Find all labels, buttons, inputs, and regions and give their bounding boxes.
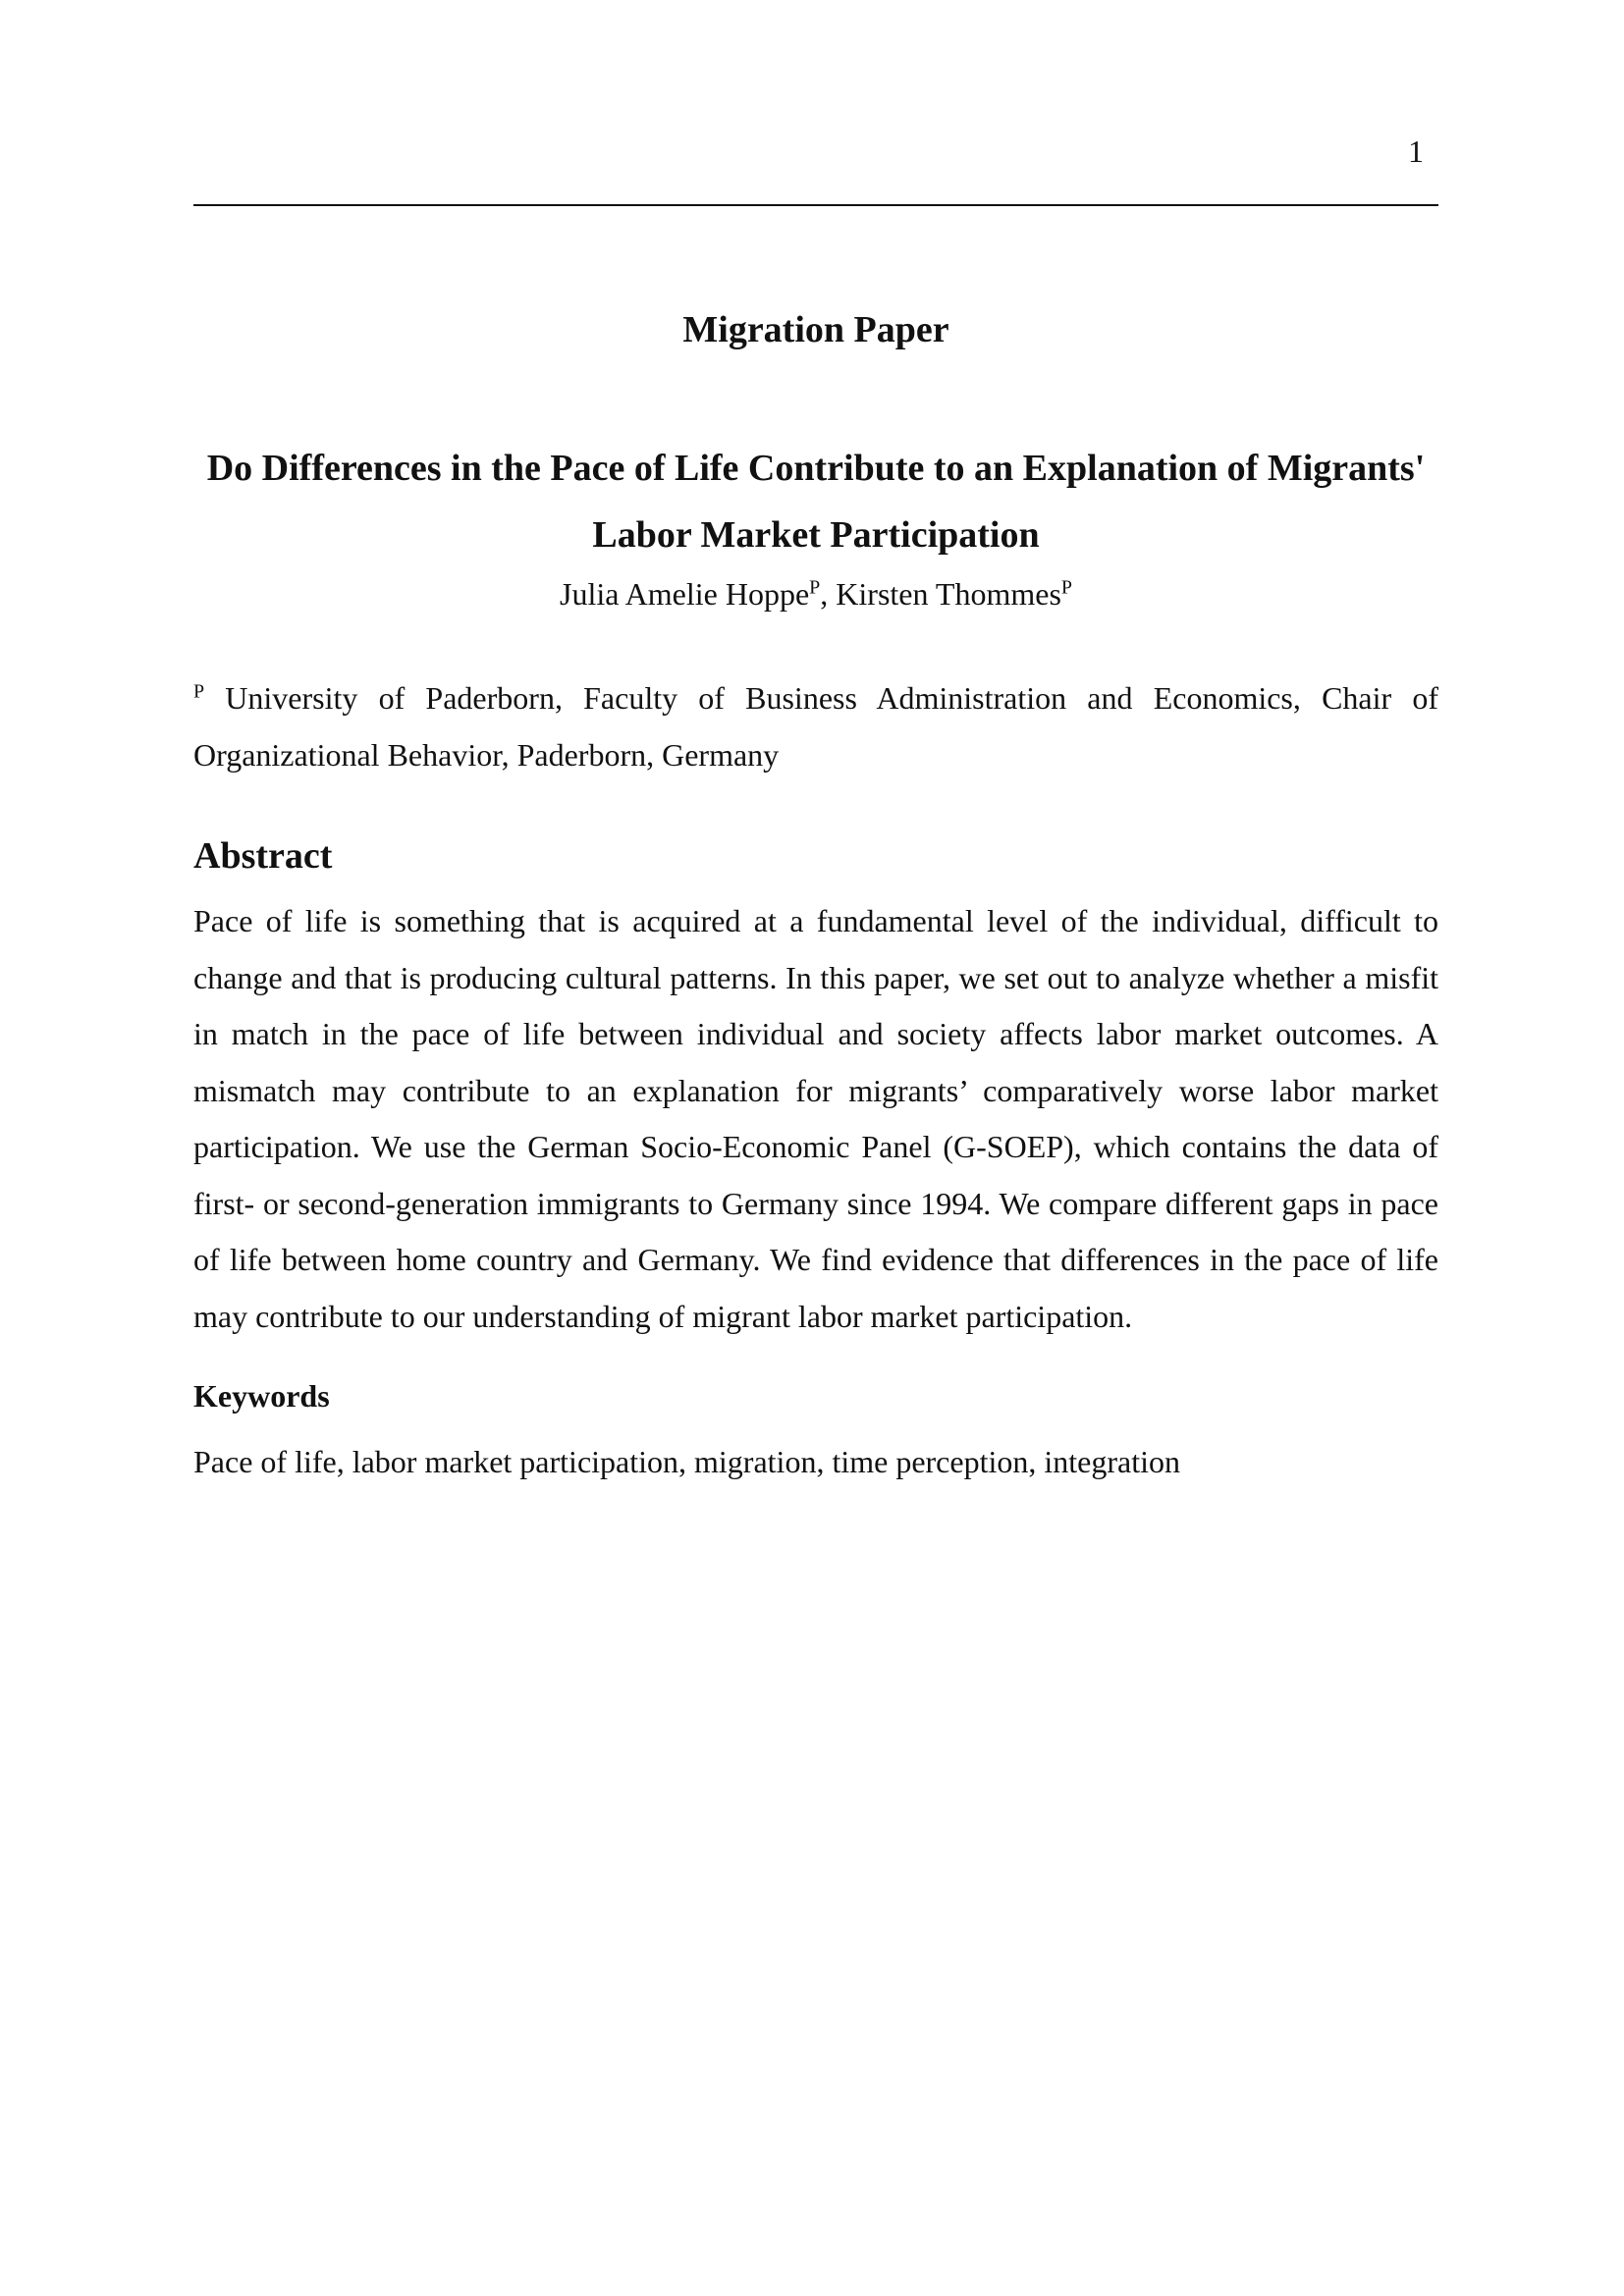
author-separator: , (820, 576, 837, 612)
abstract-body: Pace of life is something that is acquired at a fundamental level of the individual, difficult to change and that is producing cultural patterns. In this paper, we set out to analyze whether a misfit in match in the pace of life between individual and society affects labor market outcomes. A mismatch may contribute to an explanation for migrants’ comparatively worse labor market participation. We use the German Socio-Economic Panel (G-SOEP), which contains the data of first- or second-generation immigrants to Germany since 1994. We compare different gaps in pace of life between home country and Germany. We find evidence that differences in the pace of life may contribute to our understanding of migrant labor market participation. (193, 903, 1438, 1334)
keywords-list: Pace of life, labor market participation, migration, time perception, integration (193, 1444, 1180, 1479)
page-number: 1 (1408, 133, 1424, 169)
paper-title: Do Differences in the Pace of Life Contribute to an Explanation of Migrants' Labor Market Participation (206, 448, 1426, 556)
abstract-heading: Abstract (193, 835, 333, 877)
header-rule (193, 204, 1438, 206)
keywords-heading: Keywords (193, 1378, 330, 1414)
affiliation (193, 669, 1438, 783)
affiliation-text: University of Paderborn, Faculty of Business Administration and Economics, Chair of Organizational Behavior, Paderborn, Germany (193, 680, 1438, 773)
paper-series-label: Migration Paper (682, 309, 949, 350)
affiliation-mark: P (809, 576, 821, 599)
affiliation-mark: P (193, 680, 205, 703)
affiliation-mark: P (1060, 576, 1073, 599)
author-list (193, 575, 1438, 613)
author-name: Kirsten Thommes (836, 576, 1061, 612)
author-name: Julia Amelie Hoppe (559, 576, 810, 612)
